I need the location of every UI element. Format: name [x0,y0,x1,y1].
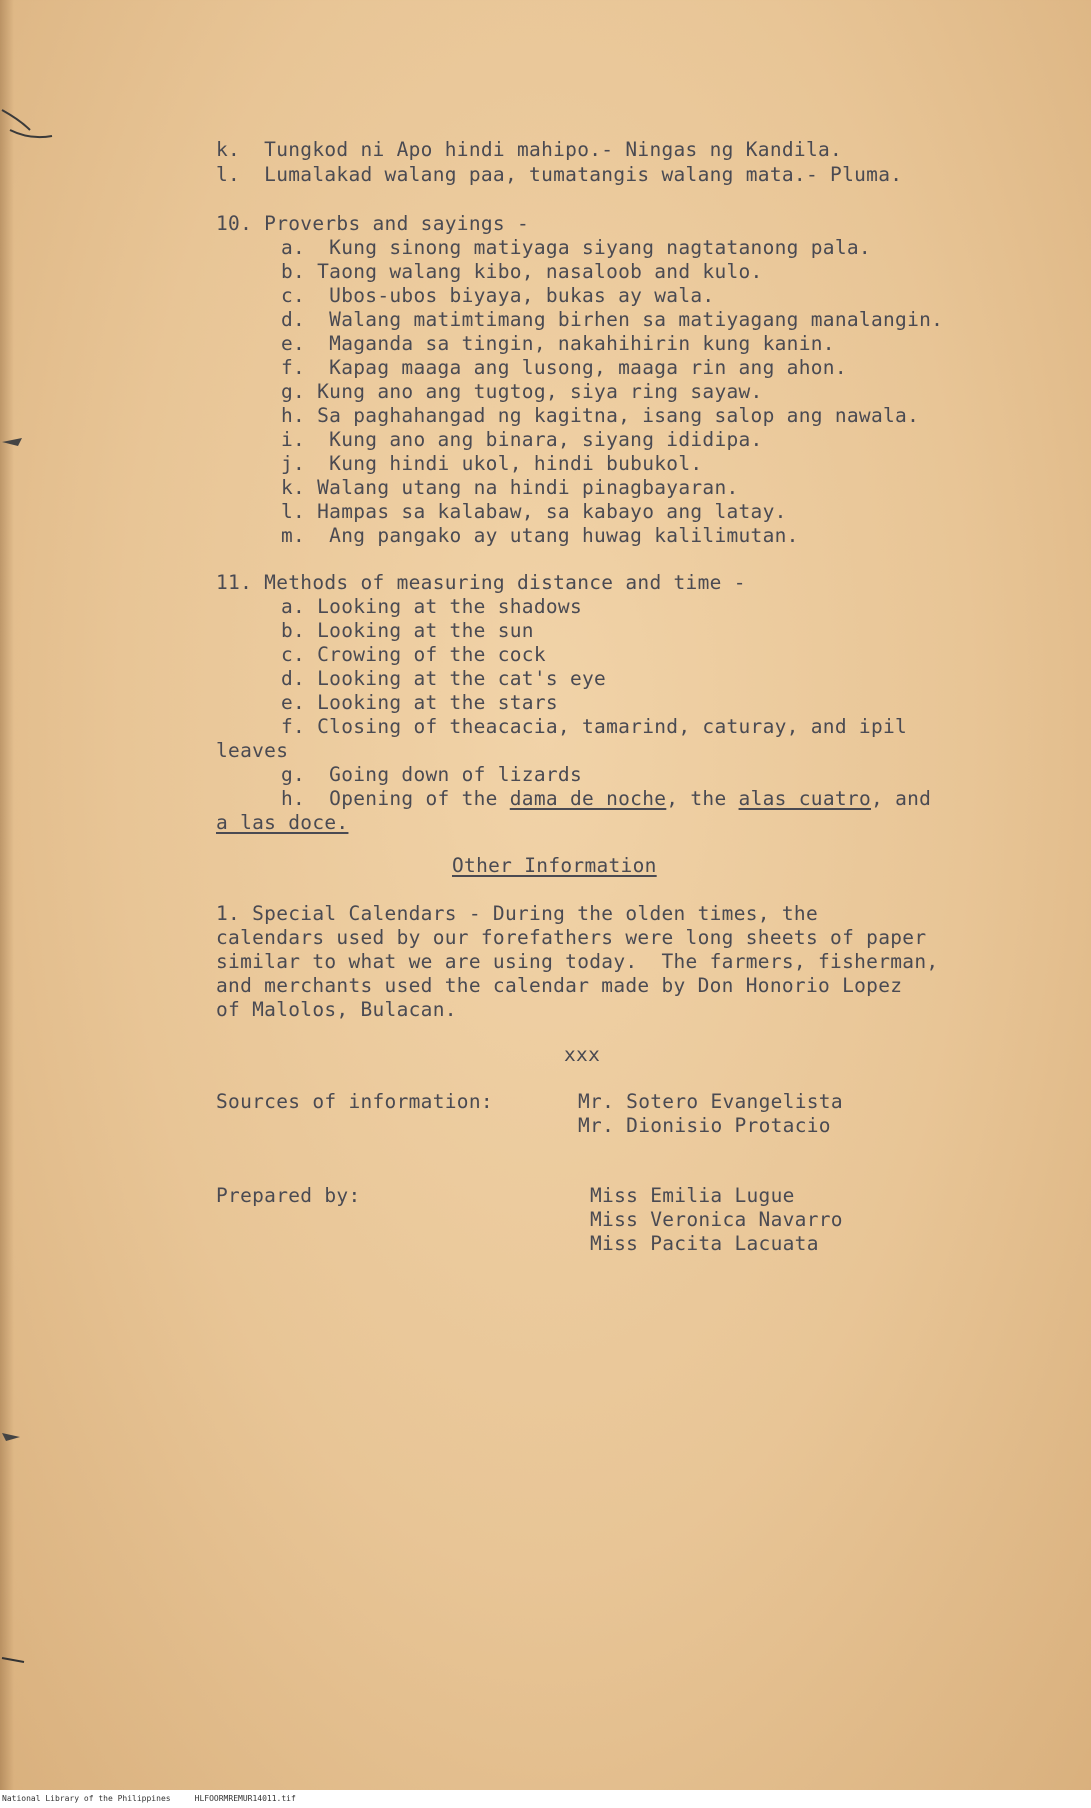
calendar-line: 1. Special Calendars - During the olden times, the [216,902,818,925]
proverb-item: l. Hampas sa kalabaw, sa kabayo ang latay. [281,500,787,523]
source-name: Mr. Dionisio Protacio [578,1114,831,1137]
calendar-line: and merchants used the calendar made by Don Honorio Lopez [216,974,903,997]
method-h-mid: , the [666,787,739,810]
proverb-item: b. Taong walang kibo, nasaloob and kulo. [281,260,763,283]
method-item-f: f. Closing of theacacia, tamarind, caturay, and ipil [281,715,908,738]
method-item-h [281,787,931,811]
separator: xxx [564,1043,601,1066]
proverb-item: m. Ang pangako ay utang huwag kalilimutan. [281,524,799,547]
archive-footer: National Library of the Philippines HLFOORMREMUR14011.tif [0,1790,1091,1808]
riddle-k: k. Tungkod ni Apo hindi mahipo.- Ningas ng Kandila. [216,138,843,161]
method-h-prefix: h. Opening of the [281,787,510,810]
proverb-item: a. Kung sinong matiyaga siyang nagtatanong pala. [281,236,871,259]
proverb-item: f. Kapag maaga ang lusong, maaga rin ang ahon. [281,356,847,379]
preparer-name: Miss Veronica Navarro [590,1208,843,1231]
proverb-item: i. Kung ano ang binara, siyang ididipa. [281,428,763,451]
sources-label: Sources of information: [216,1090,493,1113]
method-item: b. Looking at the sun [281,619,534,642]
methods-heading: 11. Methods of measuring distance and time - [216,571,746,594]
edge-mark-icon [0,432,30,452]
preparer-name: Miss Emilia Lugue [590,1184,795,1207]
prepared-label: Prepared by: [216,1184,361,1207]
alas-cuatro: alas cuatro [738,787,871,810]
proverbs-heading: 10. Proverbs and sayings - [216,212,530,235]
proverb-item: h. Sa paghahangad ng kagitna, isang salop ang nawala. [281,404,920,427]
source-name: Mr. Sotero Evangelista [578,1090,843,1113]
calendar-line: similar to what we are using today. The farmers, fisherman, [216,950,939,973]
proverb-item: k. Walang utang na hindi pinagbayaran. [281,476,739,499]
proverb-item: d. Walang matimtimang birhen sa matiyagang manalangin. [281,308,944,331]
preparer-name: Miss Pacita Lacuata [590,1232,819,1255]
method-h-end: , and [871,787,932,810]
staple-mark-icon [0,100,60,160]
proverb-item: e. Maganda sa tingin, nakahihirin kung kanin. [281,332,835,355]
method-item-g: g. Going down of lizards [281,763,582,786]
edge-mark-icon [0,1425,30,1445]
section-title-other-information: Other Information [452,854,657,877]
proverb-item: j. Kung hindi ukol, hindi bubukol. [281,452,703,475]
calendar-line: of Malolos, Bulacan. [216,998,457,1021]
method-item-f-cont: leaves [216,739,289,762]
method-item: e. Looking at the stars [281,691,558,714]
method-item: d. Looking at the cat's eye [281,667,607,690]
proverb-item: g. Kung ano ang tugtog, siya ring sayaw. [281,380,763,403]
edge-mark-icon [0,1650,30,1670]
method-item: a. Looking at the shadows [281,595,582,618]
method-item: c. Crowing of the cock [281,643,546,666]
dama-de-noche: dama de noche [509,787,667,810]
proverb-item: c. Ubos-ubos biyaya, bukas ay wala. [281,284,715,307]
riddle-l: l. Lumalakad walang paa, tumatangis walang mata.- Pluma. [216,163,903,186]
page-edge-stain [0,0,14,1790]
calendar-line: calendars used by our forefathers were long sheets of paper [216,926,927,949]
alas-doce: a las doce. [216,811,349,834]
